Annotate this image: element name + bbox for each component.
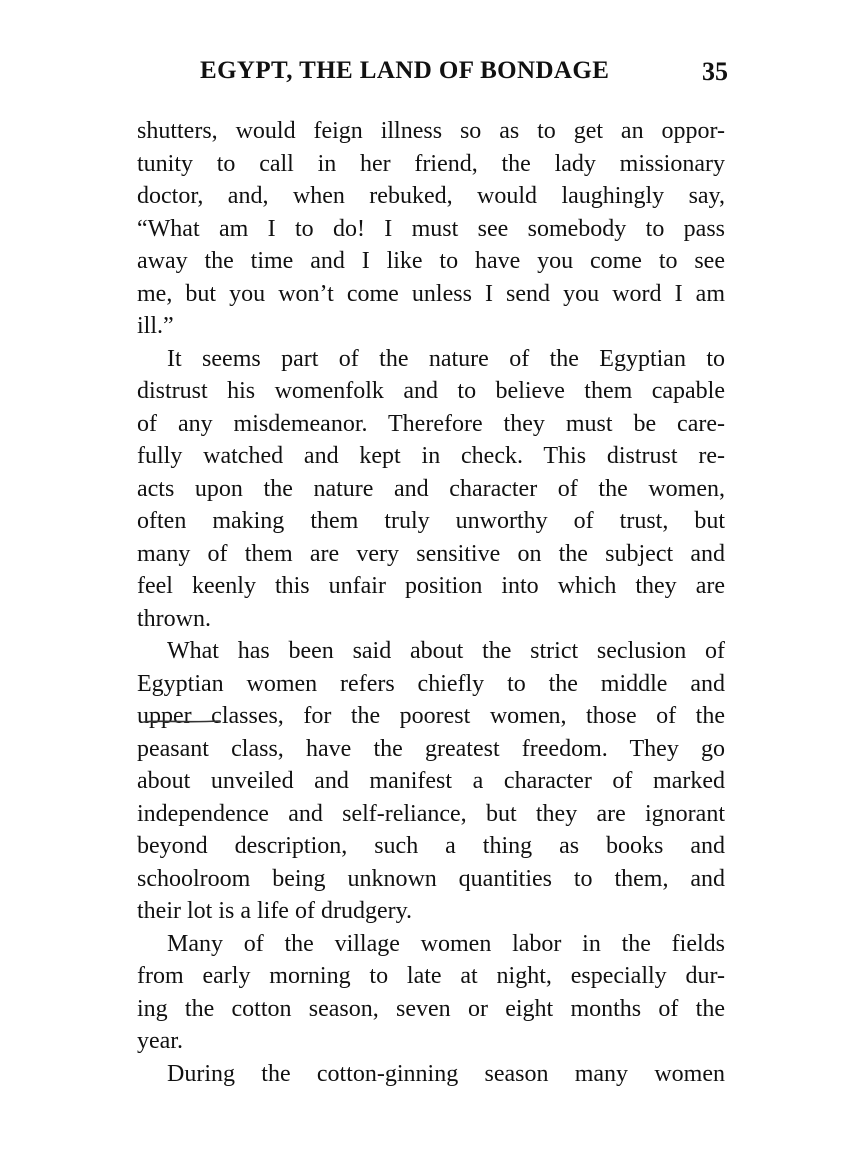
text-line: independence and self-reliance, but they are ignorant bbox=[137, 800, 725, 827]
text-line: During the cotton-ginning season many women bbox=[167, 1060, 725, 1087]
text-line: shutters, would feign illness so as to get an oppor- bbox=[137, 118, 725, 144]
text-line: upper classes, for the poorest women, those of the bbox=[137, 703, 725, 729]
text-line: doctor, and, when rebuked, would laughingly say, bbox=[137, 183, 725, 209]
text-line: about unveiled and manifest a character of marked bbox=[137, 768, 725, 794]
text-line: from early morning to late at night, especially dur- bbox=[137, 963, 725, 989]
running-title: EGYPT, THE LAND OF BONDAGE bbox=[200, 57, 610, 84]
text-line: acts upon the nature and character of the women, bbox=[137, 475, 725, 502]
body-text bbox=[137, 115, 725, 1090]
text-line: Egyptian women refers chiefly to the middle and bbox=[137, 670, 725, 697]
text-line: ill.” bbox=[137, 313, 174, 339]
text-line: peasant class, have the greatest freedom. They go bbox=[137, 735, 725, 762]
text-line: schoolroom being unknown quantities to them, and bbox=[137, 865, 725, 892]
text-line: “What am I to do! I must see somebody to pass bbox=[137, 215, 725, 242]
text-line: often making them truly unworthy of trust, but bbox=[137, 508, 725, 534]
text-line: It seems part of the nature of the Egyptian to bbox=[167, 345, 725, 372]
text-line: thrown. bbox=[137, 605, 211, 632]
text-line: ing the cotton season, seven or eight months of the bbox=[137, 995, 725, 1022]
text-line: distrust his womenfolk and to believe them capable bbox=[137, 378, 725, 404]
text-line: away the time and I like to have you come to see bbox=[137, 248, 725, 274]
text-line: many of them are very sensitive on the subject and bbox=[137, 540, 725, 567]
page-number: 35 bbox=[702, 57, 728, 86]
text-line: What has been said about the strict seclusion of bbox=[167, 638, 725, 664]
text-line: of any misdemeanor. Therefore they must be care- bbox=[137, 410, 725, 437]
text-line: feel keenly this unfair position into which they are bbox=[137, 573, 725, 599]
text-line: year. bbox=[137, 1028, 183, 1054]
text-line: Many of the village women labor in the fields bbox=[167, 930, 725, 957]
handwritten-underline-mark bbox=[142, 718, 222, 726]
text-line: their lot is a life of drudgery. bbox=[137, 898, 413, 924]
text-line: fully watched and kept in check. This distrust re- bbox=[137, 443, 725, 469]
text-line: tunity to call in her friend, the lady missionary bbox=[137, 150, 725, 177]
text-line: me, but you won’t come unless I send you word I am bbox=[137, 280, 725, 307]
running-head bbox=[200, 57, 730, 97]
text-line: beyond description, such a thing as books and bbox=[137, 833, 725, 859]
